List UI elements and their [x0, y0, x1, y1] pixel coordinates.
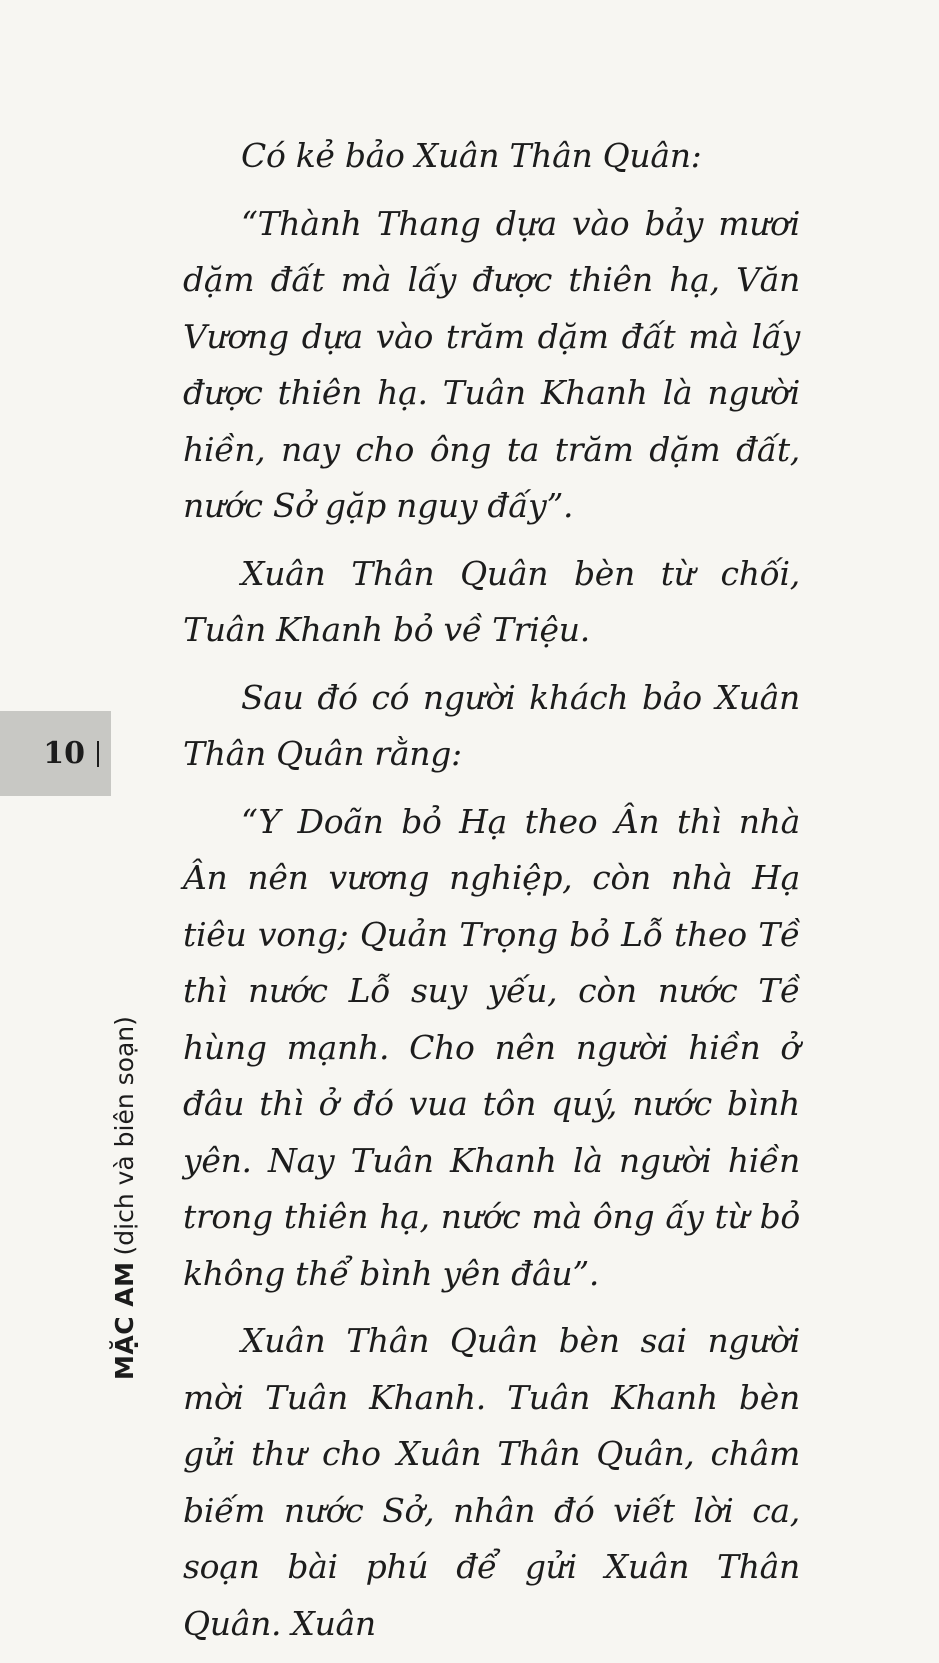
paragraph-2: “Thành Thang dựa vào bảy mươi dặm đất mà lấy được thiên hạ, Văn Vương dựa vào trăm dặm đất mà lấy được thiên hạ. Tuân Khanh là người hiền, nay cho ông ta trăm dặm đất, nước Sở gặp nguy đấy”. — [183, 203, 800, 525]
running-header-author: MẶC AM — [110, 1261, 139, 1380]
page-number-divider — [97, 741, 99, 767]
paragraph-3: Xuân Thân Quân bèn từ chối, Tuân Khanh bỏ về Triệu. — [183, 553, 800, 649]
body-text — [183, 128, 800, 1663]
paragraph-1: Có kẻ bảo Xuân Thân Quân: — [241, 136, 702, 175]
running-header-role: (dịch và biên soạn) — [110, 1016, 139, 1256]
paragraph-4: Sau đó có người khách bảo Xuân Thân Quân rằng: — [183, 677, 800, 773]
page-number: 10 — [43, 736, 85, 771]
running-header — [110, 1016, 140, 1380]
paragraph-6: Xuân Thân Quân bèn sai người mời Tuân Khanh. Tuân Khanh bèn gửi thư cho Xuân Thân Quân, châm biếm nước Sở, nhân đó viết lời ca, soạn bài phú để gửi Xuân Thân Quân. Xuân — [183, 1321, 800, 1643]
page-number-tab — [0, 711, 111, 796]
paragraph-5: “Y Doãn bỏ Hạ theo Ân thì nhà Ân nên vương nghiệp, còn nhà Hạ tiêu vong; Quản Trọng bỏ Lỗ theo Tề thì nước Lỗ suy yếu, còn nước Tề hùng mạnh. Cho nên người hiền ở đâu thì ở đó vua tôn quý, nước bình yên. Nay Tuân Khanh là người hiền trong thiên hạ, nước mà ông ấy từ bỏ không thể bình yên đâu”. — [183, 801, 800, 1293]
